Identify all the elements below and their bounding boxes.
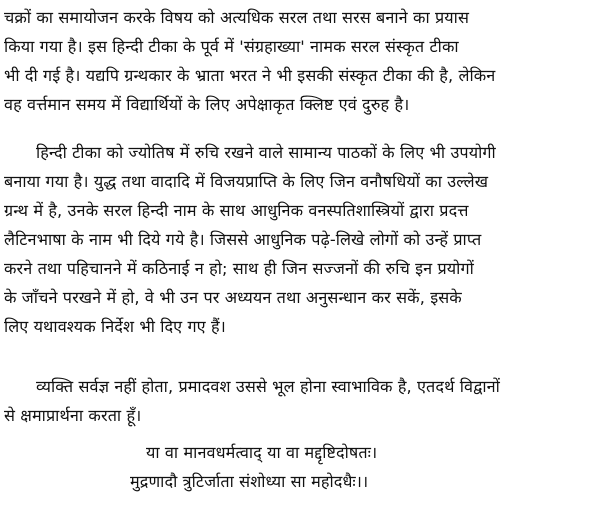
text-line: व्यक्ति सर्वज्ञ नहीं होता, प्रमादवश उससे भूल होना स्वाभाविक है, एतदर्थ विद्वानों [36, 377, 500, 396]
sanskrit-verse [0, 438, 600, 496]
text-line: के जाँचने परखने में हो, वे भी उन पर अध्ययन तथा अनुसन्धान कर सकें, इसके [4, 288, 462, 307]
paragraph-1 [4, 3, 596, 119]
text-line: ग्रन्थ में है, उनके सरल हिन्दी नाम के साथ आधुनिक वनस्पतिशास्त्रियों द्वारा प्रदत्त [4, 201, 469, 220]
paragraph-3 [4, 372, 596, 430]
text-line: हिन्दी टीका को ज्योतिष में रुचि रखने वाले सामान्य पाठकों के लिए भी उपयोगी [36, 143, 496, 162]
text-line: लिए यथावश्यक निर्देश भी दिए गए हैं। [4, 317, 226, 336]
text-line: करने तथा पहिचानने में कठिनाई न हो; साथ ही जिन सज्जनों की रुचि इन प्रयोगों [4, 259, 474, 278]
verse-line: या वा मानवधर्मत्वाद् या वा मद्दृष्टिदोषतः। [146, 443, 378, 462]
text-line: लैटिनभाषा के नाम भी दिये गये है। जिससे आधुनिक पढ़े-लिखे लोगों को उन्हें प्राप्त [4, 230, 482, 249]
paragraph-2 [4, 138, 596, 341]
text-line: चक्रों का समायोजन करके विषय को अत्यधिक सरल तथा सरस बनाने का प्रयास [4, 8, 470, 27]
text-line: भी दी गई है। यद्यपि ग्रन्थकार के भ्राता भरत ने भी इसकी संस्कृत टीका की है, लेकिन [4, 66, 496, 85]
text-line: बनाया गया है। युद्ध तथा वादादि में विजयप्राप्ति के लिए जिन वनौषधियों का उल्लेख [4, 172, 489, 191]
text-line: वह वर्त्तमान समय में विद्यार्थियों के लिए अपेक्षाकृत क्लिष्ट एवं दुरुह है। [4, 95, 410, 114]
text-line: किया गया है। इस हिन्दी टीका के पूर्व में 'संग्रहाख्या' नामक सरल संस्कृत टीका [4, 37, 459, 56]
verse-line: मुद्रणादौ त्रुटिर्जाता संशोध्या सा महोदधैः।। [130, 472, 369, 491]
text-line: से क्षमाप्रार्थना करता हूँ। [4, 406, 142, 425]
